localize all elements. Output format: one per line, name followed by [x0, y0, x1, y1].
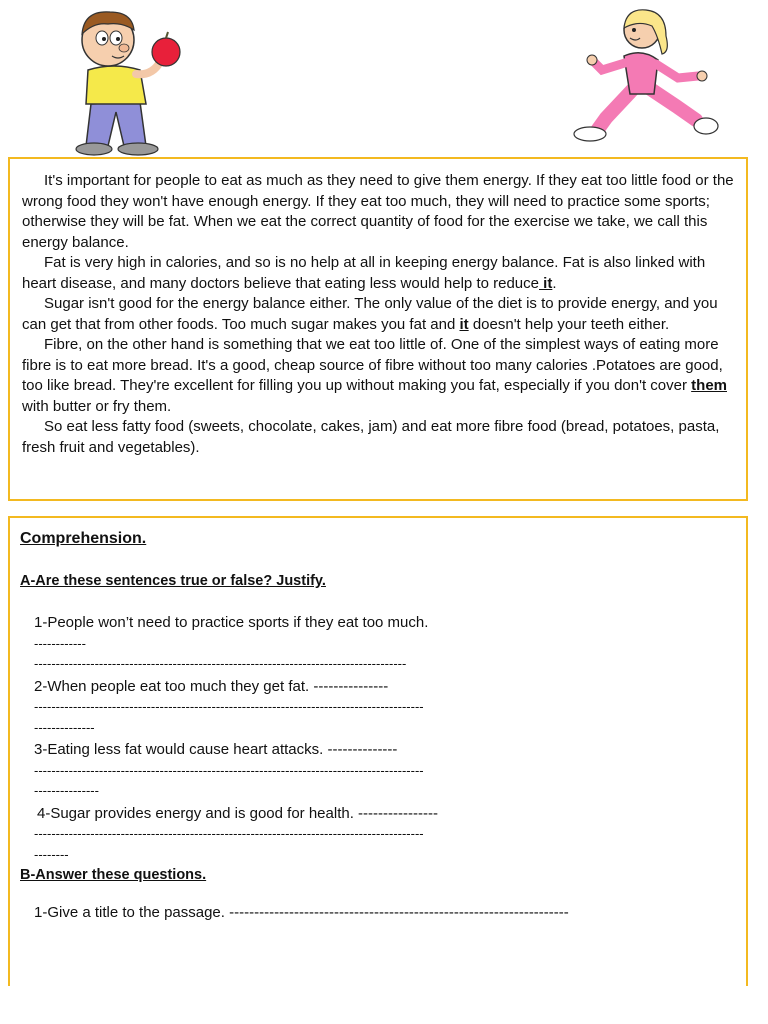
- passage-paragraph-4: Fibre, on the other hand is something that we eat too little of. One of the simplest ways of eating more fibre is to eat more bread. It's a good, cheap source of fibre without too many calories .Potatoes are good, too like bread. They're excellent for filling you up without making you fat, especially if you don't cover them with butter or fry them.: [22, 336, 727, 415]
- answer-line-2b: --------------: [34, 719, 95, 735]
- answer-line-4a: ------------------------------------------------------------------------------------------: [34, 826, 424, 841]
- comprehension-box: [8, 516, 748, 986]
- answer-line-3a: ------------------------------------------------------------------------------------------: [34, 762, 424, 778]
- reading-passage-box: [8, 157, 748, 501]
- passage-paragraph-2: Fat is very high in calories, and so is no help at all in keeping energy balance. Fat is also linked with heart disease, and many doctors believe that eating less would help to reduce it.: [22, 254, 706, 292]
- girl-running-illustration: [566, 6, 726, 146]
- section-b-heading: B-Answer these questions.: [20, 867, 207, 883]
- section-a-heading: A-Are these sentences true or false? Justify.: [20, 573, 326, 589]
- underlined-word-it: it: [459, 315, 469, 333]
- question-4: 4-Sugar provides energy and is good for health. ----------------: [37, 804, 438, 822]
- answer-line-2a: ------------------------------------------------------------------------------------------: [34, 699, 424, 714]
- question-2: 2-When people eat too much they get fat. ---------------: [34, 677, 389, 695]
- question-3: 3-Eating less fat would cause heart attacks. --------------: [34, 741, 398, 758]
- underlined-word-it: it: [539, 274, 553, 292]
- answer-line-1a: ------------: [34, 635, 86, 651]
- underlined-word-them: them: [691, 377, 727, 394]
- question-b1: 1-Give a title to the passage. --------------------------------------------------------------------: [34, 904, 569, 921]
- question-1: 1-People won’t need to practice sports if they eat too much.: [34, 614, 429, 631]
- passage-paragraph-5: So eat less fatty food (sweets, chocolate, cakes, jam) and eat more fibre food (bread, potatoes, pasta, fresh fruit and vegetables).: [22, 418, 720, 456]
- comprehension-title: Comprehension.: [20, 530, 147, 547]
- passage-paragraph-1: It's important for people to eat as much as they need to give them energy. If they eat too little food or the wrong food they won't have enough energy. If they eat too much, they will need to practice some sports; otherwise they will be fat. When we eat the correct quantity of food for the exercise we take, we call this energy balance.: [22, 172, 734, 251]
- answer-line-4b: --------: [34, 846, 69, 862]
- answer-line-3b: ---------------: [34, 783, 99, 798]
- boy-eating-apple-illustration: [36, 4, 196, 156]
- passage-paragraph-3: Sugar isn't good for the energy balance either. The only value of the diet is to provide energy, and you can get that from other foods. Too much sugar makes you fat and it doesn't help your teeth either.: [22, 295, 718, 333]
- answer-line-1b: --------------------------------------------------------------------------------------: [34, 656, 407, 671]
